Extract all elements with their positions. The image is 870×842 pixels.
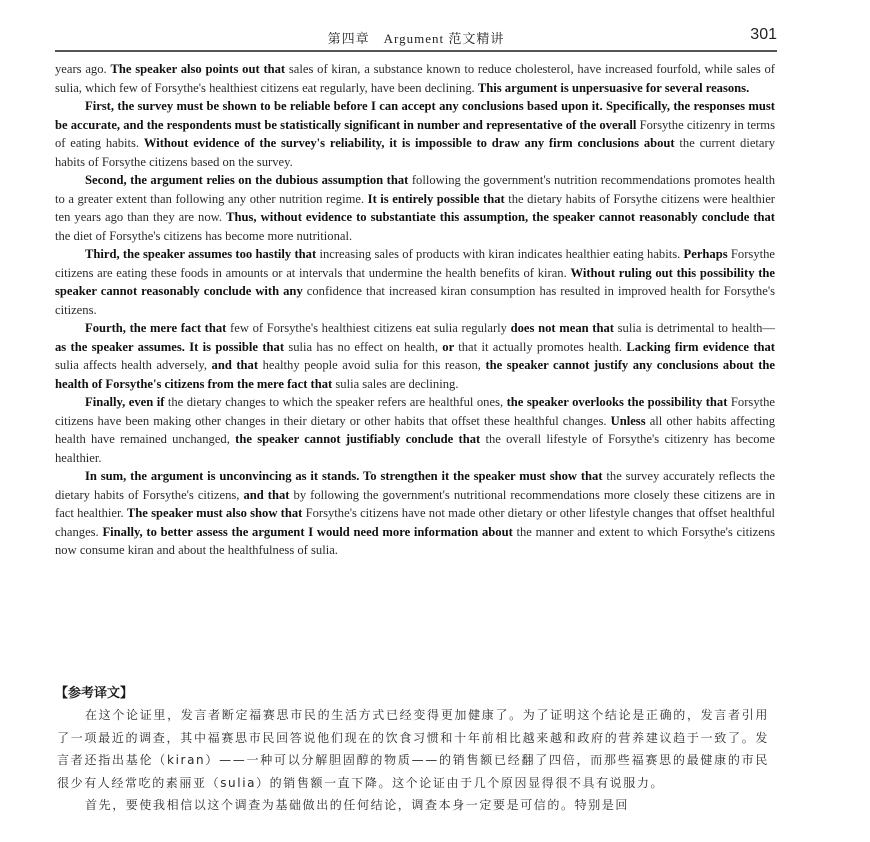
bold-text: Without ruling out this possibility the speaker cannot reasonably conclude with any <box>55 265 776 298</box>
text: that it actually promotes health. <box>458 339 627 354</box>
bold-text: does not mean that <box>510 321 618 335</box>
text: the overall lifestyle of Forsythe's citizenry has become healthier. <box>55 432 775 465</box>
text: sulia affects health adversely, <box>55 358 212 372</box>
translation-paragraph: 首先，要使我相信以这个调查为基础做出的任何结论，调查本身一定要是可信的。特别是回 <box>85 798 630 813</box>
bold-text: Second, the argument relies on the dubious assumption that <box>85 173 412 187</box>
essay-paragraph <box>55 467 775 560</box>
bold-text: Perhaps <box>683 247 731 261</box>
text: the dietary habits of Forsythe citizens were healthier ten years ago than they are now. <box>55 191 775 224</box>
text: Forsythe citizenry in terms of eating habits. <box>55 117 775 150</box>
bold-text: or <box>442 339 459 354</box>
text: Forsythe citizens are eating these foods in amounts or at intervals that undermine the health benefits of kiran. <box>55 247 775 280</box>
text: sales of kiran, a substance known to reduce cholesterol, have increased fourfold, while sales of sulia, which few of Forsythe's healthiest citizens eat regularly, have been declining. <box>55 62 775 95</box>
essay-paragraph <box>55 319 775 393</box>
bold-text: Lacking firm evidence that <box>626 339 776 354</box>
text: all other habits affecting health have remained unchanged, <box>55 413 776 446</box>
essay-paragraph <box>55 171 775 245</box>
text: confidence that increased kiran consumption has resulted in improved health for Forsythe's citizens. <box>55 284 775 317</box>
text: the manner and extent to which Forsythe's citizens now consume kiran and about the healthfulness of sulia. <box>55 524 776 557</box>
text: Forsythe citizens have been making other changes in their dietary or other habits that offset these healthful changes. <box>55 395 775 428</box>
bold-text: It is entirely possible that <box>367 191 509 206</box>
text: Forsythe's citizens have not made other dietary or other lifestyle changes that offset healthful changes. <box>55 506 775 539</box>
text: sulia is detrimental to health— <box>617 321 775 335</box>
text: the dietary changes to which the speaker refers are healthful ones, <box>167 395 507 409</box>
bold-text: Unless <box>610 413 650 428</box>
essay-paragraph <box>55 60 775 97</box>
bold-text: Without evidence of the survey's reliability, it is impossible to draw any firm conclusions about <box>143 136 680 150</box>
essay-body <box>55 60 775 560</box>
bold-text: Finally, even if <box>85 395 168 409</box>
running-header <box>55 26 777 48</box>
chapter-title: 第四章 Argument 范文精讲 <box>327 31 505 46</box>
bold-text: and that <box>243 487 294 502</box>
text: sulia has no effect on health, <box>288 339 443 354</box>
header-rule <box>55 50 777 52</box>
text: sulia sales are declining. <box>335 376 459 391</box>
translation-body <box>57 704 769 817</box>
page-number: 301 <box>750 26 777 43</box>
bold-text: Third, the speaker assumes too hastily that <box>85 247 320 261</box>
text: increasing sales of products with kiran indicates healthier eating habits. <box>319 247 684 261</box>
bold-text: The speaker also points out that <box>110 62 289 76</box>
text: the current dietary habits of Forsythe citizens based on the survey. <box>55 136 776 169</box>
text: by following the government's nutritional recommendations more closely these citizens are in fact healthier. <box>55 487 776 520</box>
translation-paragraph: 在这个论证里，发言者断定福赛思市民的生活方式已经变得更加健康了。为了证明这个结论是正确的，发言者引用了一项最近的调查，其中福赛思市民回答说他们现在的饮食习惯和十年前相比越来越和政府的营养建议趋于一致了。发言者还指出基伦（kiran）——一种可以分解胆固醇的物质——的销售额已经翻了四倍，而那些福赛思的最健康的市民很少有人经常吃的素丽亚（sulia）的销售额一直下降。这个论证由于几个原因显得很不具有说服力。 <box>57 708 769 790</box>
essay-paragraph <box>55 97 775 171</box>
essay-paragraph <box>55 245 775 319</box>
text: the survey accurately reflects the dietary habits of Forsythe's citizens, <box>55 469 775 502</box>
bold-text: This argument is unpersuasive for several reasons. <box>477 80 750 95</box>
essay-paragraph <box>55 393 775 467</box>
bold-text: the speaker overlooks the possibility that <box>506 395 731 409</box>
text: following the government's nutrition recommendations promotes health to a greater extent than following any other nutrition regime. <box>55 173 775 206</box>
bold-text: Thus, without evidence to substantiate this assumption, the speaker cannot reasonably conclude that <box>226 210 776 224</box>
text: the diet of Forsythe's citizens has become more nutritional. <box>55 228 353 243</box>
text: healthy people avoid sulia for this reason, <box>262 358 486 372</box>
text: few of Forsythe's healthiest citizens eat sulia regularly <box>230 321 511 335</box>
bold-text: Finally, to better assess the argument I would need more information about <box>102 524 517 539</box>
text: years ago. <box>55 62 111 76</box>
bold-text: the speaker cannot justify any conclusions about the health of Forsythe's citizens from the mere fact that <box>55 358 776 391</box>
bold-text: the speaker cannot justifiably conclude that <box>235 432 486 446</box>
bold-text: In sum, the argument is unconvincing as it stands. To strengthen it the speaker must show that <box>85 469 607 483</box>
bold-text: as the speaker assumes. It is possible that <box>55 339 289 354</box>
bold-text: Fourth, the mere fact that <box>85 321 231 335</box>
bold-text: The speaker must also show that <box>126 506 306 520</box>
translation-heading: 【参考译文】 <box>55 686 134 701</box>
bold-text: First, the survey must be shown to be reliable before I can accept any conclusions based upon it. Specifically, the responses must be accurate, and the respondents must be statistically significant in number and representative of the overall <box>55 99 775 132</box>
bold-text: and that <box>211 358 263 372</box>
